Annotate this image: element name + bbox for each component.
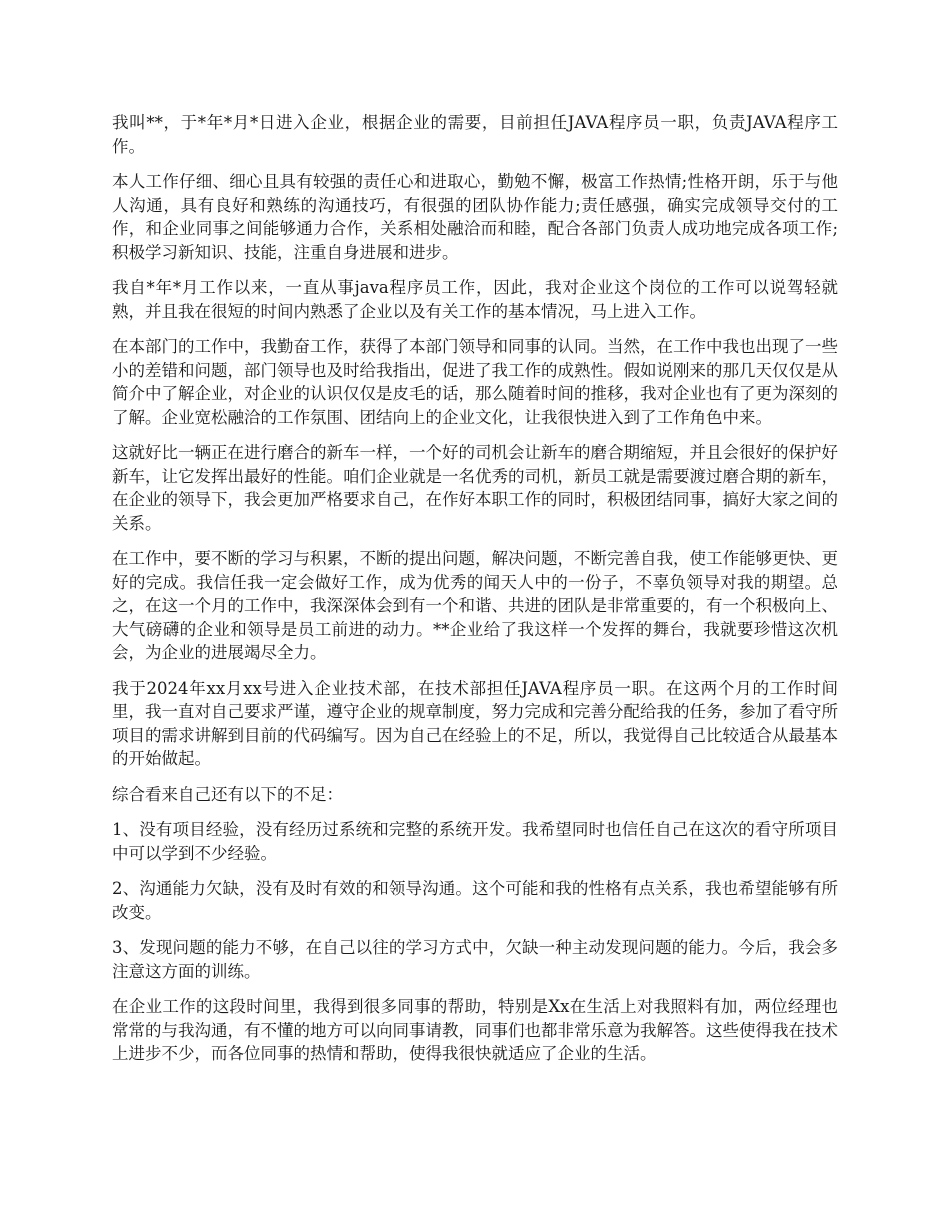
paragraph-personality: 本人工作仔细、细心且具有较强的责任心和进取心，勤勉不懈，极富工作热情;性格开朗，乐于与他人沟通，具有良好和熟练的沟通技巧，有很强的团队协作能力;责任感强，确实完成领导交付的工作，和企业同事之间能够通力合作，关系相处融洽而和睦，配合各部门负责人成功地完成各项工作;积极学习新知识、技能，注重自身进展和进步。 — [112, 172, 838, 262]
paragraph-shortcomings-heading: 综合看来自己还有以下的不足： — [112, 784, 343, 804]
document-body — [112, 111, 838, 1066]
list-item-shortcoming-1: 1、没有项目经验，没有经历过系统和完整的系统开发。我希望同时也信任自己在这次的看守所项目中可以学到不少经验。 — [112, 820, 838, 863]
paragraph-thanks: 在企业工作的这段时间里，我得到很多同事的帮助，特别是Xx在生活上对我照料有加，两位经理也常常的与我沟通，有不懂的地方可以向同事请教，同事们也都非常乐意为我解答。这些使得我在技术上进步不少，而各位同事的热情和帮助，使得我很快就适应了企业的生活。 — [112, 997, 838, 1063]
paragraph-department: 在本部门的工作中，我勤奋工作，获得了本部门领导和同事的认同。当然，在工作中我也出现了一些小的差错和问题，部门领导也及时给我指出，促进了我工作的成熟性。假如说刚来的那几天仅仅是从简介中了解企业，对企业的认识仅仅是皮毛的话，那么随着时间的推移，我对企业也有了更为深刻的了解。企业宽松融洽的工作氛围、团结向上的企业文化，让我很快进入到了工作角色中来。 — [112, 337, 838, 427]
paragraph-analogy: 这就好比一辆正在进行磨合的新车一样，一个好的司机会让新车的磨合期缩短，并且会很好的保护好新车，让它发挥出最好的性能。咱们企业就是一名优秀的司机，新员工就是需要渡过磨合期的新车，在企业的领导下，我会更加严格要求自己，在作好本职工作的同时，积极团结同事，搞好大家之间的关系。 — [112, 443, 838, 533]
list-item-shortcoming-3: 3、发现问题的能力不够，在自己以往的学习方式中，欠缺一种主动发现问题的能力。今后，我会多注意这方面的训练。 — [112, 938, 838, 981]
paragraph-learning: 在工作中，要不断的学习与积累，不断的提出问题，解决问题，不断完善自我，使工作能够更快、更好的完成。我信任我一定会做好工作，成为优秀的闻天人中的一份子，不辜负领导对我的期望。总之，在这一个月的工作中，我深深体会到有一个和谐、共进的团队是非常重要的，有一个积极向上、大气磅礴的企业和领导是员工前进的动力。**企业给了我这样一个发挥的舞台，我就要珍惜这次机会，为企业的进展竭尽全力。 — [112, 549, 838, 662]
paragraph-tech-dept: 我于2024年xx月xx号进入企业技术部，在技术部担任JAVA程序员一职。在这两个月的工作时间里，我一直对自己要求严谨，遵守企业的规章制度，努力完成和完善分配给我的任务，参加了看守所项目的需求讲解到目前的代码编写。因为自己在经验上的不足，所以，我觉得自己比较适合从最基本的开始做起。 — [112, 678, 838, 768]
paragraph-intro: 我叫**，于*年*月*日进入企业，根据企业的需要，目前担任JAVA程序员一职，负责JAVA程序工作。 — [112, 113, 838, 156]
list-item-shortcoming-2: 2、沟通能力欠缺，没有及时有效的和领导沟通。这个可能和我的性格有点关系，我也希望能够有所改变。 — [112, 879, 838, 922]
paragraph-experience: 我自*年*月工作以来，一直从事java程序员工作，因此，我对企业这个岗位的工作可以说驾轻就熟，并且我在很短的时间内熟悉了企业以及有关工作的基本情况，马上进入工作。 — [112, 278, 838, 321]
